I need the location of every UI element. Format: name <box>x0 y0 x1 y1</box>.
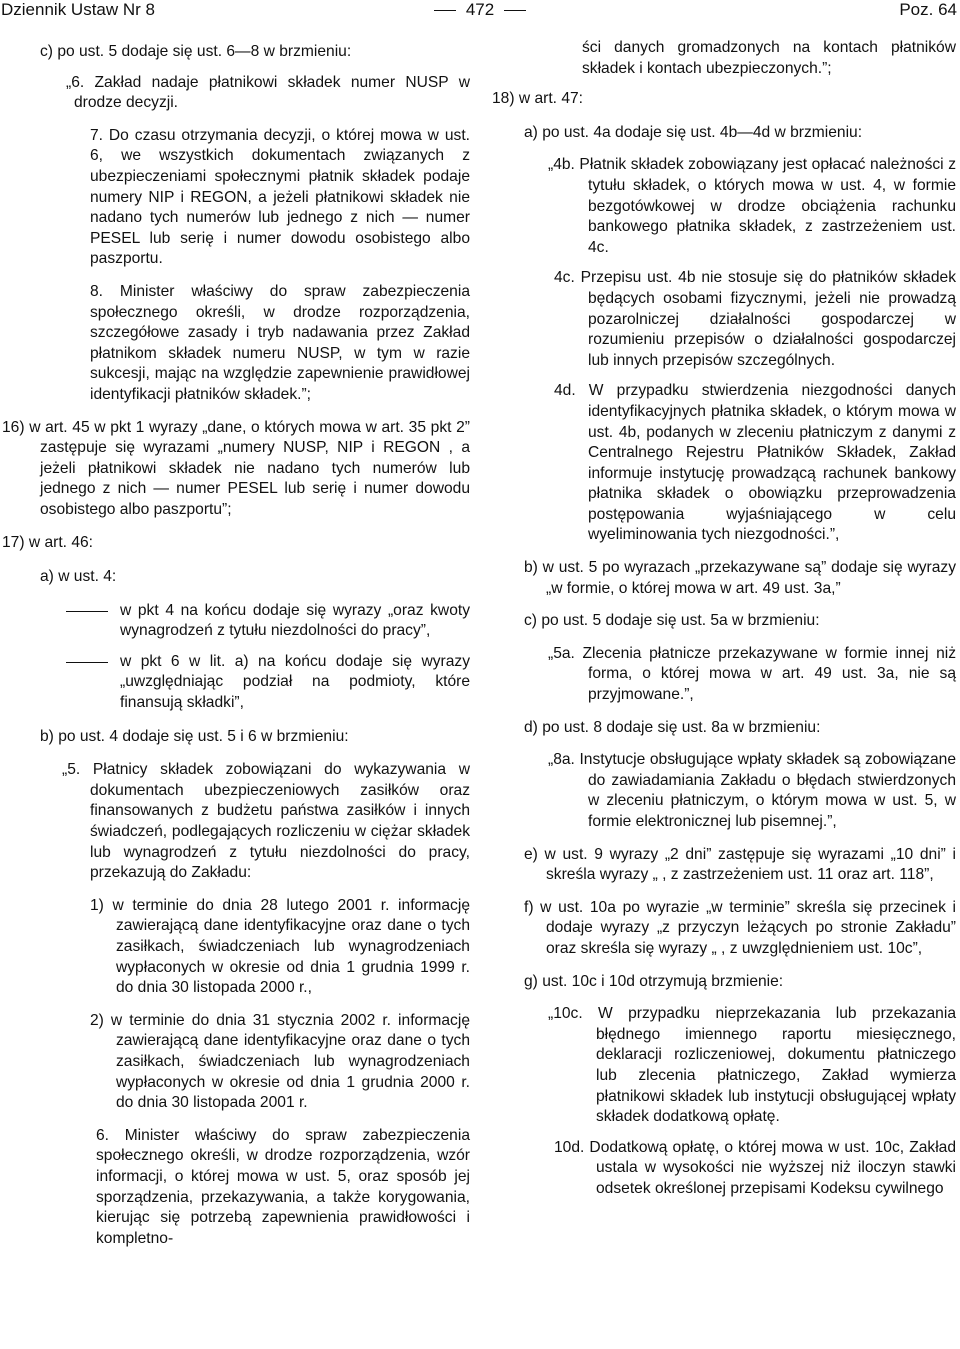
point-18c: c) po ust. 5 dodaje się ust. 5a w brzmieniu: <box>524 612 820 630</box>
position-number: Poz. 64 <box>899 0 957 19</box>
subpoint-1: 1) w terminie do dnia 28 lutego 2001 r. informację zawierającą dane identyfikacyjne oraz dane o tych zasiłkach, świadczeniach lub wynagrodzeniach wypłaconych w okresie od dnia 1 grudnia 1999 r. do dnia 30 listopada 2000 r., <box>90 896 470 997</box>
point-18e: e) w ust. 9 wyrazy „2 dni” zastępuje się wyrazami „10 dni” i skreśla wyrazy „ , z zastrzeżeniem ust. 11 oraz art. 118”, <box>524 845 956 884</box>
point-17a: a) w ust. 4: <box>40 568 117 586</box>
point-18d: d) po ust. 8 dodaje się ust. 8a w brzmieniu: <box>524 718 821 736</box>
paragraph-8: 8. Minister właściwy do spraw zabezpieczenia społecznego określi, w drodze rozporządzenia, szczegółowe zasady i tryb nadawania przez Zakład płatnikom składek numeru NUSP, w tym w razie sukcesji, mając na względzie zapewnienie prawidłowej identyfikacji płatników składek.”; <box>90 282 470 403</box>
point-17: 17) w art. 46: <box>2 534 94 552</box>
paragraph-10c: „10c. W przypadku nieprzekazania lub przekazania błędnego imiennego raportu miesięcznego, deklaracji rozliczeniowej, dokumentu płatniczego lub zlecenia płatniczego, Zakład wymierza płatnikowi składek lub instytucji obsługującej wpłaty składek dodatkową opłatę. <box>548 1005 956 1126</box>
paragraph-4b: „4b. Płatnik składek zobowiązany jest opłacać należności z tytułu składek, o których mowa w ust. 4, w formie bezgotówkowej w drodze obciążenia rachunku bankowego płatnika składek, z zastrzeżeniem ust. 4c. <box>548 156 956 256</box>
amendment-point-c: c) po ust. 5 dodaje się ust. 6—8 w brzmieniu: <box>40 43 352 60</box>
paragraph-6-minister: 6. Minister właściwy do spraw zabezpieczenia społecznego określi, w drodze rozporządzenia, wzór informacji, o której mowa w ust. 5, oraz sposób jej sporządzenia, przekazywania, a także korygowania, kierując się potrzebą zapewnienia prawidłowości i kompletno- <box>96 1126 470 1247</box>
continuation-text: ści danych gromadzonych na kontach płatników składek i kontach ubezpieczonych.”; <box>582 39 956 77</box>
right-column <box>492 39 956 1200</box>
point-18f: f) w ust. 10a po wyrazie „w terminie” skreśla się przecinek i dodaje wyrazy „z przyczyn leżących po stronie Zakładu” oraz skreśla się wyrazy „ , z uwzględnieniem ust. 10c”, <box>524 898 956 957</box>
dash-item-pkt4: w pkt 4 na końcu dodaje się wyrazy „oraz kwoty wynagrodzeń z tytułu niezdolności do pracy”, <box>64 601 470 642</box>
paragraph-5a: „5a. Zlecenia płatnicze przekazywane w formie innej niż forma, o której mowa w art. 49 ust. 3a, nie są przyjmowane.”, <box>548 644 956 704</box>
page-number: 472 <box>420 0 540 20</box>
point-17b: b) po ust. 4 dodaje się ust. 5 i 6 w brzmieniu: <box>40 727 349 745</box>
journal-title: Dziennik Ustaw Nr 8 <box>1 0 155 19</box>
paragraph-10d: 10d. Dodatkową opłatę, o której mowa w ust. 10c, Zakład ustala w wysokości nie wyższej niż iloczyn stawki odsetek określonej przepisami Kodeksu cywilnego <box>554 1138 956 1197</box>
left-column <box>2 42 470 1249</box>
paragraph-4d: 4d. W przypadku stwierdzenia niezgodności danych identyfikacyjnych płatnika składek, o którym mowa w ust. 4b, podanych w zleceniu płatniczym z danymi z Centralnego Rejestru Płatników Składek, Zakład informuje instytucję prowadzącą rachunek bankowy płatnika składek o obowiązku przeprowadzenia postępowania wyjaśniającego w celu wyeliminowania tych niezgodności.”, <box>554 382 956 544</box>
paragraph-6: „6. Zakład nadaje płatnikowi składek numer NUSP w drodze decyzji. <box>66 73 470 112</box>
point-18g: g) ust. 10c i 10d otrzymują brzmienie: <box>524 972 784 990</box>
subpoint-2: 2) w terminie do dnia 31 stycznia 2002 r. informację zawierającą dane identyfikacyjne oraz dane o tych zasiłkach, świadczeniach lub wynagrodzeniach wypłaconych w okresie od dnia 1 grudnia 2000 r. do dnia 30 listopada 2001 r. <box>90 1011 470 1112</box>
point-18b: b) w ust. 5 po wyrazach „przekazywane są” dodaje się wyrazy „w formie, o której mowa w art. 49 ust. 3a,” <box>524 559 956 597</box>
point-18a: a) po ust. 4a dodaje się ust. 4b—4d w brzmieniu: <box>524 123 863 141</box>
paragraph-4c: 4c. Przepisu ust. 4b nie stosuje się do płatników składek będących osobami fizycznymi, jeżeli nie prowadzą pozarolniczej działalności gospodarczej w rozumieniu przepisów o działalności gospodarczej lub innych przepisów szczególnych. <box>554 269 956 369</box>
point-18: 18) w art. 47: <box>492 90 584 108</box>
point-16: 16) w art. 45 w pkt 1 wyrazy „dane, o których mowa w art. 35 pkt 2” zastępuje się wyrazami „numery NUSP, NIP i REGON , a jeżeli płatnikowi składek nie nadano tych numerów lub jednego z nich — numer PESEL lub serię i numer dowodu osobistego albo paszportu”; <box>2 418 470 518</box>
page-header <box>0 0 960 20</box>
dash-item-pkt6: w pkt 6 w lit. a) na końcu dodaje się wyrazy „uwzględniając podział na podmioty, które finansują składki”, <box>64 652 470 714</box>
paragraph-5: „5. Płatnicy składek zobowiązani do wykazywania w dokumentach ubezpieczeniowych zasiłków oraz finansowanych z budżetu państwa zasiłków i innych świadczeń, podlegających rozliczeniu w ciężar składek lub wynagrodzeń z tytułu niezdolności do pracy, przekazują do Zakładu: <box>62 761 470 882</box>
paragraph-7: 7. Do czasu otrzymania decyzji, o której mowa w ust. 6, we wszystkich dokumentach związanych z ubezpieczeniami społecznymi płatnik składek podaje numery NIP i REGON, a jeżeli płatnikowi składek nie nadano tych numerów lub jednego z nich — numer PESEL lub serię i numer dowodu osobistego albo paszportu. <box>90 126 470 268</box>
paragraph-8a: „8a. Instytucje obsługujące wpłaty składek są zobowiązane do zawiadamiania Zakładu o błędach stwierdzonych w zleceniu płatniczym, o którym mowa w ust. 5, w formie elektronicznej lub pisemnej.”, <box>548 751 956 830</box>
